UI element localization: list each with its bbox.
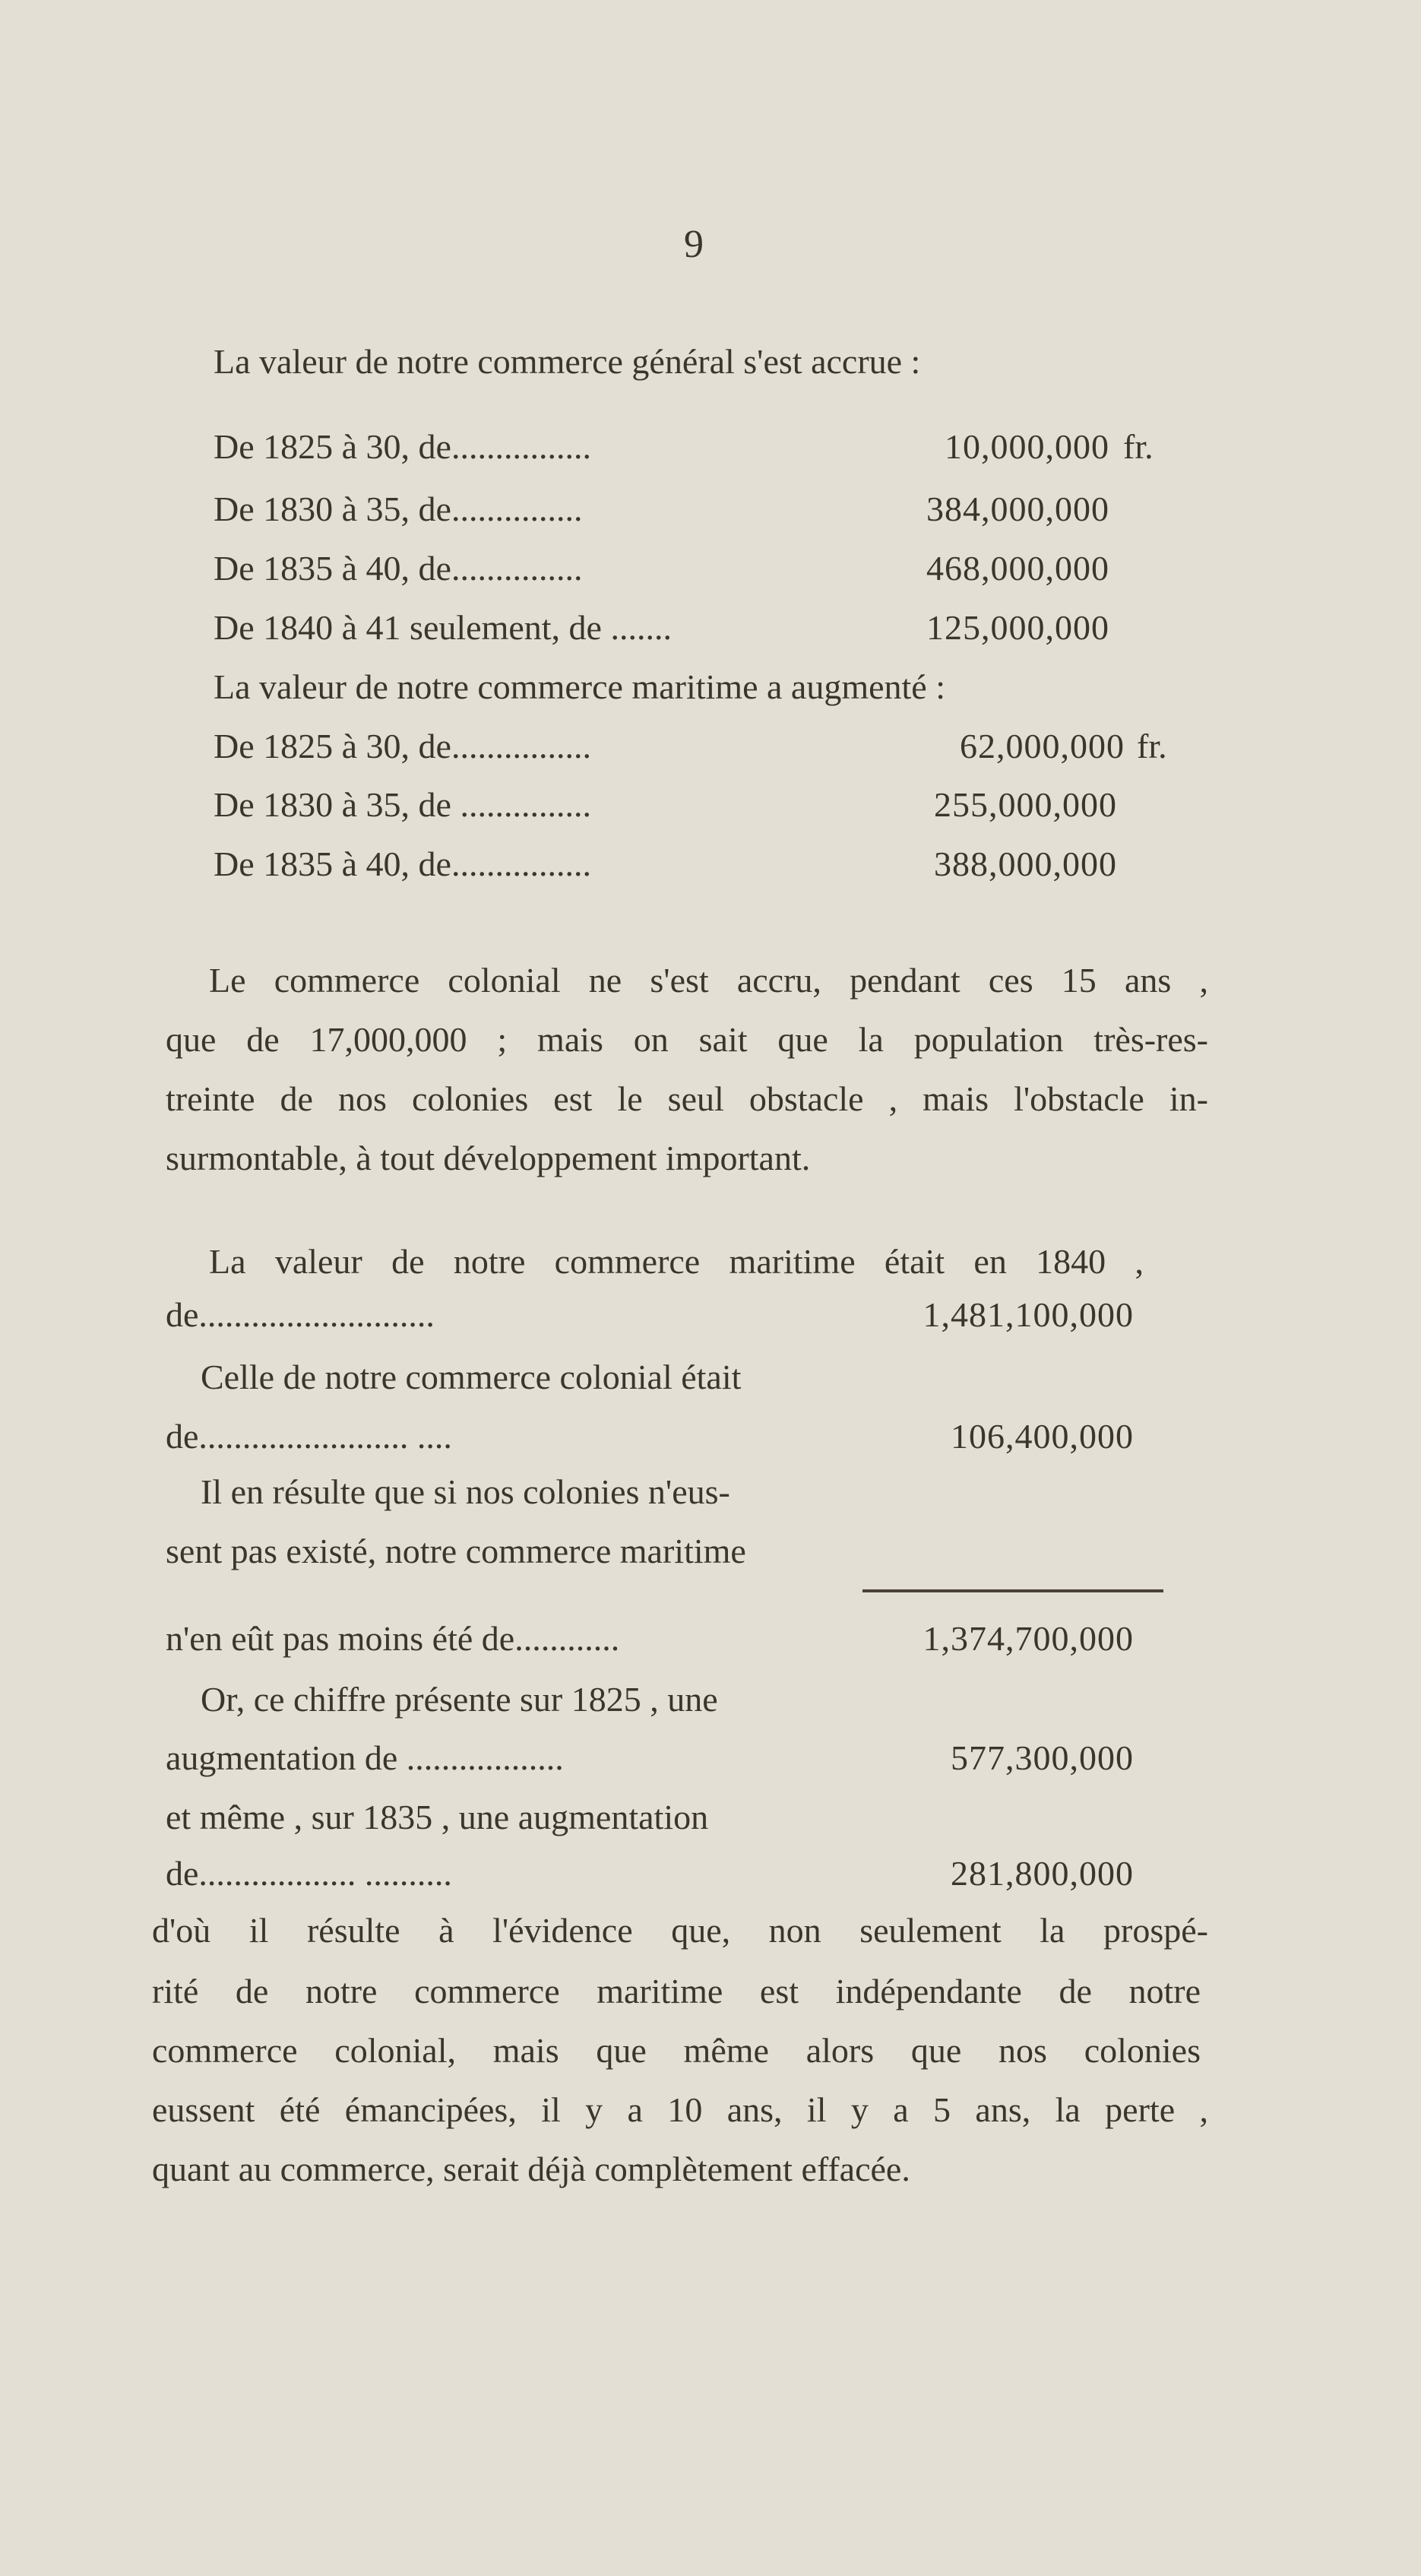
row-value: 106,400,000 (951, 1417, 1134, 1456)
row-label: De 1825 à 30, de................ (214, 727, 591, 765)
row-unit: fr. (1123, 427, 1154, 466)
general-intro: La valeur de notre commerce général s'est accrue : (214, 342, 921, 381)
sum-rule (862, 1589, 1163, 1592)
row-label: de........................ .... (166, 1417, 452, 1456)
page-number: 9 (684, 223, 704, 266)
text-line: sent pas existé, notre commerce maritime (166, 1532, 746, 1570)
row-value: 1,374,700,000 (923, 1619, 1134, 1658)
text-line: Or, ce chiffre présente sur 1825 , une (201, 1680, 718, 1719)
row-value: 255,000,000 (934, 785, 1117, 824)
row-label: de........................... (166, 1295, 435, 1334)
row-value: 125,000,000 (926, 608, 1109, 647)
row-label: n'en eût pas moins été de............ (166, 1619, 620, 1658)
row-value: 388,000,000 (934, 844, 1117, 883)
text-line: et même , sur 1835 , une augmentation (166, 1798, 709, 1836)
row-value: 468,000,000 (926, 549, 1109, 588)
row-unit: fr. (1137, 727, 1167, 765)
paragraph-line: treinte de nos colonies est le seul obstacle , mais l'obstacle in- (166, 1079, 1208, 1118)
paragraph-line: commerce colonial, mais que même alors que nos colonies (152, 2031, 1201, 2070)
row-value: 1,481,100,000 (923, 1295, 1134, 1334)
row-label: De 1825 à 30, de................ (214, 427, 591, 466)
row-value: 62,000,000 (960, 727, 1125, 765)
text-line: Celle de notre commerce colonial était (201, 1358, 742, 1396)
row-label: De 1840 à 41 seulement, de ....... (214, 608, 672, 647)
paragraph-line: Le commerce colonial ne s'est accru, pendant ces 15 ans , (209, 961, 1208, 1000)
row-value: 577,300,000 (951, 1738, 1134, 1777)
text-line: La valeur de notre commerce maritime était en 1840 , (209, 1242, 1144, 1281)
maritime-intro: La valeur de notre commerce maritime a augmenté : (214, 667, 945, 706)
row-label: augmentation de .................. (166, 1738, 564, 1777)
row-value: 10,000,000 (945, 427, 1109, 466)
paragraph-line: quant au commerce, serait déjà complètement effacée. (152, 2150, 910, 2188)
paragraph-line: que de 17,000,000 ; mais on sait que la population très-res- (166, 1020, 1208, 1059)
paragraph-line: rité de notre commerce maritime est indépendante de notre (152, 1972, 1201, 2010)
text-line: Il en résulte que si nos colonies n'eus- (201, 1472, 730, 1511)
row-value: 281,800,000 (951, 1854, 1134, 1893)
paragraph-line: d'où il résulte à l'évidence que, non seulement la prospé- (152, 1911, 1208, 1950)
row-label: De 1835 à 40, de............... (214, 549, 583, 588)
row-label: De 1830 à 35, de ............... (214, 785, 591, 824)
paragraph-line: eussent été émancipées, il y a 10 ans, il y a 5 ans, la perte , (152, 2090, 1208, 2129)
row-value: 384,000,000 (926, 490, 1109, 528)
row-label: De 1830 à 35, de............... (214, 490, 583, 528)
row-label: De 1835 à 40, de................ (214, 844, 591, 883)
paragraph-line: surmontable, à tout développement important. (166, 1139, 811, 1177)
row-label: de.................. .......... (166, 1854, 452, 1893)
